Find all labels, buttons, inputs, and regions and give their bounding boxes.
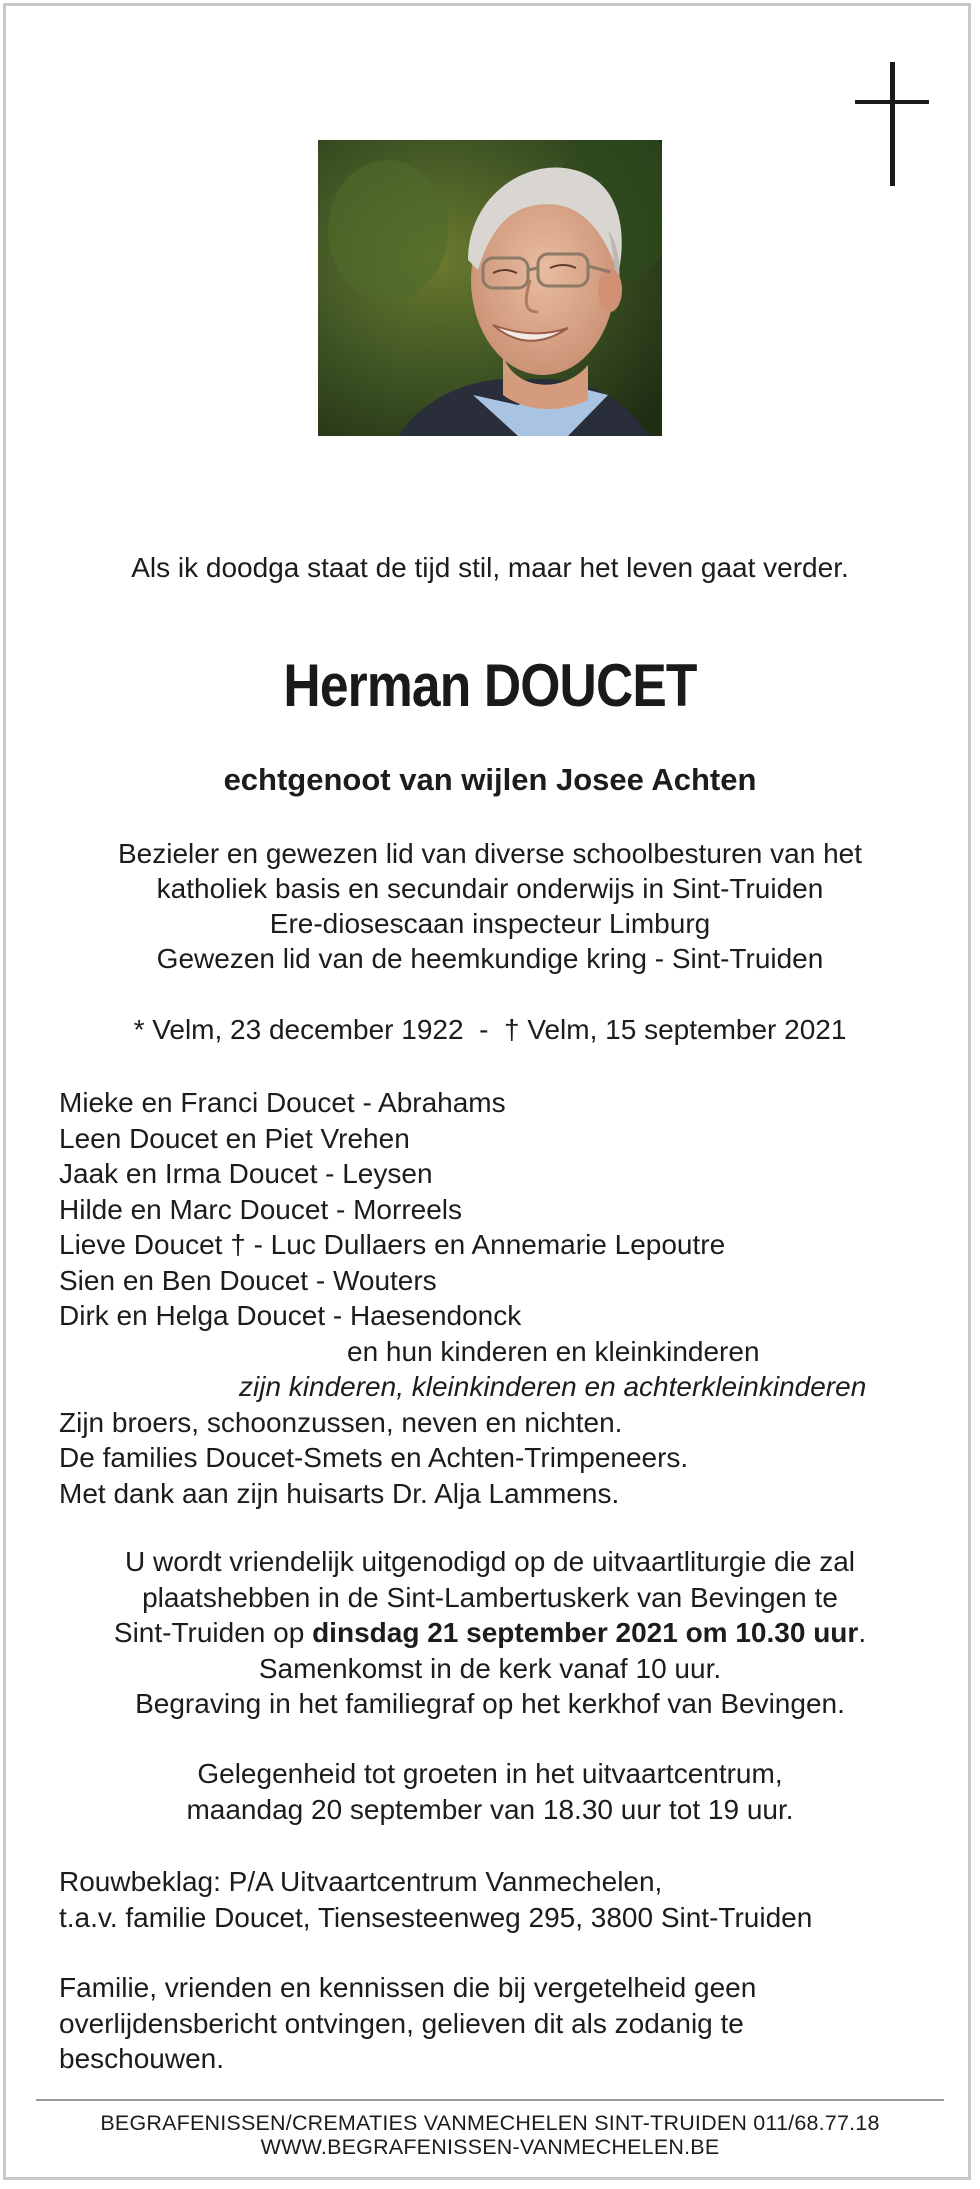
footer-company: BEGRAFENISSEN/CREMATIES VANMECHELEN SINT-TRUIDEN 011/68.77.18 (100, 2111, 880, 2135)
notice-line: overlijdensbericht ontvingen, gelieven dit als zodanig te (59, 2007, 744, 2039)
footer-website-link[interactable]: WWW.BEGRAFENISSEN-VANMECHELEN.BE (260, 2135, 720, 2159)
family-member: Sien en Ben Doucet - Wouters (59, 1264, 437, 1296)
funeral-line: Begraving in het familiegraf op het kerkhof van Bevingen. (135, 1688, 845, 1719)
notice-line: Familie, vrienden en kennissen die bij vergetelheid geen (59, 1972, 757, 2003)
spouse-line: echtgenoot van wijlen Josee Achten (223, 762, 757, 797)
greeting-line: maandag 20 september van 18.30 uur tot 19 uur. (186, 1793, 794, 1825)
notice-line: beschouwen. (59, 2043, 225, 2074)
funeral-line: U wordt vriendelijk uitgenodigd op de uitvaartliturgie die zal (125, 1546, 855, 1577)
role-line: katholiek basis en secundair onderwijs in Sint-Truiden (156, 873, 824, 904)
greeting-line: Gelegenheid tot groeten in het uitvaartcentrum, (197, 1758, 783, 1789)
descendants-line: zijn kinderen, kleinkinderen en achterkleinkinderen (239, 1371, 867, 1402)
family-extra: Zijn broers, schoonzussen, neven en nichten. (59, 1406, 623, 1438)
role-line: Bezieler en gewezen lid van diverse schoolbesturen van het (117, 838, 862, 869)
life-dates: * Velm, 23 december 1922 - † Velm, 15 september 2021 (133, 1014, 847, 1045)
family-extra: De families Doucet-Smets en Achten-Trimpeneers. (59, 1442, 689, 1473)
family-member: Lieve Doucet † - Luc Dullaers en Annemarie Lepoutre (59, 1229, 726, 1260)
notice-text (59, 1970, 939, 2077)
condolence-line: Rouwbeklag: P/A Uitvaartcentrum Vanmechelen, (59, 1866, 663, 1897)
roles-block (40, 836, 940, 976)
greeting-info (40, 1756, 940, 1827)
family-member: Jaak en Irma Doucet - Leysen (59, 1158, 433, 1189)
funeral-line: Samenkomst in de kerk vanaf 10 uur. (258, 1652, 722, 1684)
funeral-date-line (40, 1615, 940, 1651)
cross-icon (855, 62, 929, 186)
condolence-line: t.a.v. familie Doucet, Tiensesteenweg 295, 3800 Sint-Truiden (59, 1901, 813, 1933)
condolence-address (59, 1864, 939, 1935)
footer-divider (36, 2099, 944, 2101)
family-extra: Met dank aan zijn huisarts Dr. Alja Lammens. (59, 1477, 620, 1509)
family-list (59, 1085, 939, 1511)
deceased-name: Herman DOUCET (283, 652, 697, 719)
portrait-photo (318, 140, 662, 436)
funeral-line-prefix: Sint-Truiden op (113, 1617, 313, 1648)
family-member: Hilde en Marc Doucet - Morreels (59, 1193, 463, 1225)
funeral-datetime: dinsdag 21 september 2021 om 10.30 uur (312, 1617, 859, 1648)
role-line: Ere-diosescaan inspecteur Limburg (269, 908, 711, 939)
family-member: Leen Doucet en Piet Vrehen (59, 1122, 410, 1154)
role-line: Gewezen lid van de heemkundige kring - Sint-Truiden (156, 943, 824, 974)
family-member: Mieke en Franci Doucet - Abrahams (59, 1087, 506, 1118)
funeral-invitation (40, 1544, 940, 1722)
funeral-line-suffix: . (858, 1617, 867, 1648)
grandchildren-line: en hun kinderen en kleinkinderen (347, 1335, 760, 1367)
motto: Als ik doodga staat de tijd stil, maar het leven gaat verder. (131, 552, 849, 583)
family-member: Dirk en Helga Doucet - Haesendonck (59, 1300, 522, 1331)
funeral-line: plaatshebben in de Sint-Lambertuskerk van Bevingen te (142, 1581, 838, 1613)
